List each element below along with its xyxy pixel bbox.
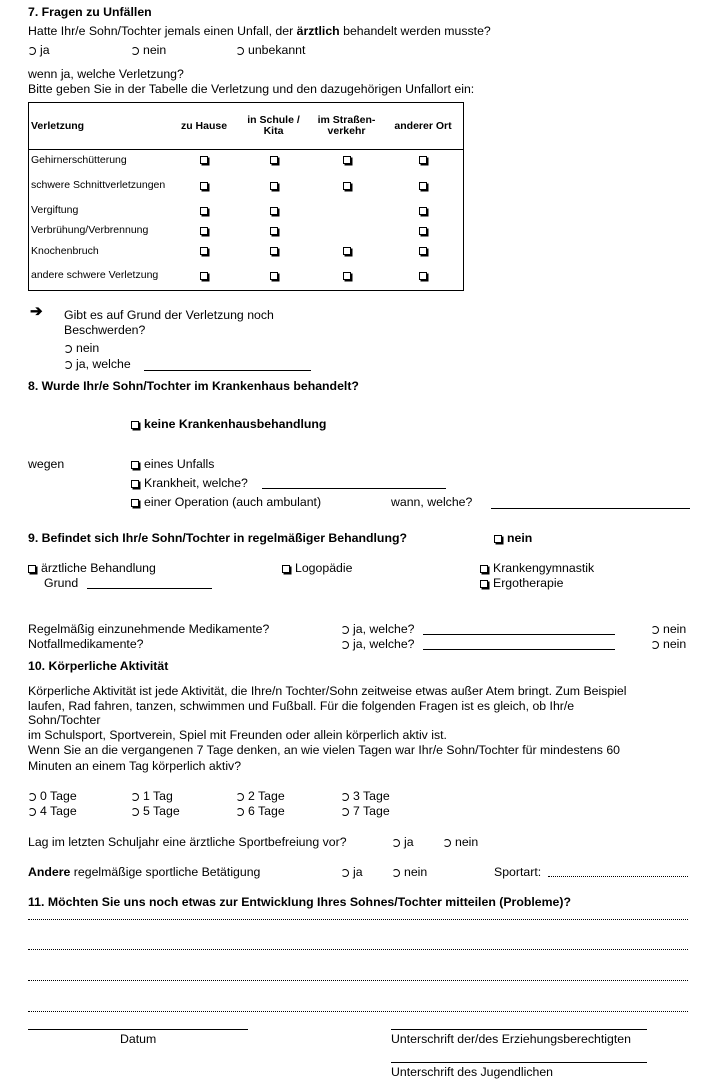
complaints-text-line[interactable] — [144, 370, 311, 371]
medical-treatment-option[interactable] — [28, 561, 156, 575]
accident-unknown-label: unbekannt — [248, 43, 306, 57]
activity-text-line5: Wenn Sie an die vergangenen 7 Tage denken, an wie vielen Tagen war Ihr/e Sohn/Tochter für mindestens 60 — [28, 743, 621, 757]
checkbox-icon[interactable] — [419, 207, 427, 215]
radio-icon[interactable] — [651, 626, 659, 634]
section-7-heading: 7. Fragen zu Unfällen — [28, 5, 152, 19]
because-label: wegen — [28, 457, 65, 471]
activity-text-line2: laufen, Rad fahren, tanzen, schwimmen und Fußball. Für die folgenden Fragen ist es gleich, ob Ihr/e — [28, 699, 575, 713]
accident-reason-option[interactable] — [131, 457, 214, 471]
checkbox-icon[interactable] — [200, 182, 208, 190]
col-street: im Straßen-verkehr — [310, 103, 383, 150]
other-sport-yes-option[interactable] — [341, 865, 363, 879]
speech-therapy-option[interactable] — [282, 561, 352, 575]
complaints-no-label: nein — [76, 341, 100, 355]
radio-icon[interactable] — [651, 641, 659, 649]
comment-line[interactable] — [28, 980, 688, 981]
meds-text-line[interactable] — [423, 634, 615, 635]
radio-icon[interactable] — [64, 345, 72, 353]
sport-type-line[interactable] — [548, 876, 688, 877]
emergency-yes-option[interactable] — [341, 637, 415, 651]
ergotherapy-label: Ergotherapie — [493, 576, 564, 590]
checkbox-icon[interactable] — [270, 247, 278, 255]
other-sport-no-label: nein — [404, 865, 428, 879]
radio-icon[interactable] — [341, 869, 349, 877]
checkbox-icon[interactable] — [343, 247, 351, 255]
section-10-heading: 10. Körperliche Aktivität — [28, 659, 169, 673]
speech-therapy-label: Logopädie — [295, 561, 353, 575]
comment-line[interactable] — [28, 1011, 688, 1012]
other-sport-question — [28, 865, 260, 879]
radio-icon[interactable] — [341, 808, 349, 816]
comment-line[interactable] — [28, 919, 688, 920]
row-label: Verbrühung/Verbrennung — [31, 224, 149, 236]
complaints-no-option[interactable] — [64, 341, 99, 355]
exemption-no-label: nein — [455, 835, 479, 849]
checkbox-icon[interactable] — [419, 227, 427, 235]
col-home: zu Hause — [171, 103, 237, 150]
radio-icon[interactable] — [341, 793, 349, 801]
row-label: andere schwere Verletzung — [31, 269, 159, 282]
meds-no-label: nein — [663, 622, 687, 636]
row-label: schwere Schnittverletzungen — [31, 179, 166, 191]
physiotherapy-option[interactable] — [480, 561, 594, 575]
treatment-no-option[interactable] — [494, 531, 532, 545]
days-option-5[interactable] — [131, 804, 180, 818]
accident-reason-label: eines Unfalls — [144, 457, 215, 471]
days-option-4[interactable] — [28, 804, 77, 818]
table-row — [29, 171, 464, 201]
checkbox-icon[interactable] — [131, 421, 139, 429]
checkbox-icon[interactable] — [270, 227, 278, 235]
days-label: 4 Tage — [40, 804, 77, 818]
exemption-question: Lag im letzten Schuljahr eine ärztliche Sportbefreiung vor? — [28, 835, 347, 849]
radio-icon[interactable] — [131, 808, 139, 816]
checkbox-icon[interactable] — [343, 182, 351, 190]
radio-icon[interactable] — [236, 47, 244, 55]
operation-reason-option[interactable] — [131, 495, 321, 509]
radio-icon[interactable] — [236, 793, 244, 801]
section-9-heading: 9. Befindet sich Ihr/e Sohn/Tochter in regelmäßiger Behandlung? — [28, 531, 407, 545]
col-school: in Schule / Kita — [237, 103, 310, 150]
illness-reason-label: Krankheit, welche? — [144, 476, 248, 490]
radio-icon[interactable] — [131, 47, 139, 55]
checkbox-icon[interactable] — [200, 247, 208, 255]
checkbox-icon[interactable] — [480, 565, 488, 573]
complaints-question-line2: Beschwerden? — [64, 323, 146, 337]
days-label: 2 Tage — [248, 789, 285, 803]
col-other: anderer Ort — [383, 103, 464, 150]
other-sport-yes-label: ja — [353, 865, 363, 879]
checkbox-icon[interactable] — [270, 272, 278, 280]
section-11-heading: 11. Möchten Sie uns noch etwas zur Entwicklung Ihres Sohnes/Tochter mitteilen (Probleme)? — [28, 895, 571, 909]
guardian-signature-line[interactable] — [391, 1029, 647, 1030]
checkbox-icon[interactable] — [200, 207, 208, 215]
days-option-0[interactable] — [28, 789, 77, 803]
meds-no-option[interactable] — [651, 622, 686, 636]
meds-question: Regelmäßig einzunehmende Medikamente? — [28, 622, 270, 636]
exemption-no-option[interactable] — [443, 835, 478, 849]
arrow-icon: ➔ — [30, 303, 43, 320]
comment-line[interactable] — [28, 949, 688, 950]
ergotherapy-option[interactable] — [480, 576, 563, 590]
radio-icon[interactable] — [392, 839, 400, 847]
sport-type-label: Sportart: — [494, 865, 542, 879]
accident-question — [28, 24, 491, 38]
emergency-meds-question: Notfallmedikamente? — [28, 637, 144, 651]
radio-icon[interactable] — [392, 869, 400, 877]
accident-yes-label: ja — [40, 43, 50, 57]
days-label: 0 Tage — [40, 789, 77, 803]
injury-table — [28, 102, 464, 291]
guardian-signature-label: Unterschrift der/des Erziehungsberechtigten — [391, 1032, 631, 1046]
checkbox-icon[interactable] — [343, 156, 351, 164]
complaints-yes-label: ja, welche — [76, 357, 131, 371]
checkbox-icon[interactable] — [419, 247, 427, 255]
emergency-text-line[interactable] — [423, 649, 615, 650]
meds-yes-option[interactable] — [341, 622, 415, 636]
checkbox-icon[interactable] — [131, 499, 139, 507]
row-label: Vergiftung — [31, 204, 79, 216]
youth-signature-label: Unterschrift des Jugendlichen — [391, 1065, 553, 1079]
table-row — [29, 262, 464, 291]
checkbox-icon[interactable] — [270, 156, 278, 164]
accident-question-pre: Hatte Ihr/e Sohn/Tochter jemals einen Unfall, der — [28, 24, 297, 38]
when-which-label: wann, welche? — [391, 495, 473, 509]
accident-unknown-option[interactable] — [236, 43, 305, 57]
activity-text-line3: Sohn/Tochter — [28, 713, 101, 727]
checkbox-icon[interactable] — [343, 272, 351, 280]
radio-icon[interactable] — [341, 626, 349, 634]
checkbox-icon[interactable] — [28, 565, 36, 573]
checkbox-icon[interactable] — [419, 182, 427, 190]
table-row — [29, 150, 464, 171]
checkbox-icon[interactable] — [200, 272, 208, 280]
days-label: 1 Tag — [143, 789, 173, 803]
accident-yes-option[interactable] — [28, 43, 50, 57]
checkbox-icon[interactable] — [282, 565, 290, 573]
illness-text-line[interactable] — [262, 488, 446, 489]
radio-icon[interactable] — [64, 361, 72, 369]
operation-reason-label: einer Operation (auch ambulant) — [144, 495, 322, 509]
exemption-yes-option[interactable] — [392, 835, 414, 849]
other-sport-bold: Andere — [28, 865, 71, 879]
complaints-yes-option[interactable] — [64, 357, 131, 371]
radio-icon[interactable] — [28, 793, 36, 801]
days-option-1[interactable] — [131, 789, 173, 803]
reason-text-line[interactable] — [87, 588, 212, 589]
radio-icon[interactable] — [236, 808, 244, 816]
radio-icon[interactable] — [341, 641, 349, 649]
emergency-no-label: nein — [663, 637, 687, 651]
checkbox-icon[interactable] — [200, 227, 208, 235]
days-option-6[interactable] — [236, 804, 285, 818]
activity-text-line6: Minuten an einem Tag körperlich aktiv? — [28, 759, 242, 773]
emergency-yes-label: ja, welche? — [353, 637, 415, 651]
physiotherapy-label: Krankengymnastik — [493, 561, 595, 575]
meds-yes-label: ja, welche? — [353, 622, 415, 636]
activity-text-line4: im Schulsport, Sportverein, Spiel mit Freunden oder allein körperlich aktiv ist. — [28, 728, 447, 742]
days-option-3[interactable] — [341, 789, 390, 803]
checkbox-icon[interactable] — [480, 580, 488, 588]
accident-question-bold: ärztlich — [296, 24, 340, 38]
table-row — [29, 201, 464, 221]
radio-icon[interactable] — [28, 808, 36, 816]
col-injury: Verletzung — [29, 103, 172, 150]
radio-icon[interactable] — [131, 793, 139, 801]
checkbox-icon[interactable] — [494, 535, 502, 543]
days-option-2[interactable] — [236, 789, 285, 803]
checkbox-icon[interactable] — [419, 156, 427, 164]
reason-label: Grund — [44, 576, 79, 590]
no-hospital-option[interactable] — [131, 417, 326, 431]
injury-table-instruction: Bitte geben Sie in der Tabelle die Verletzung und den dazugehörigen Unfallort ein: — [28, 82, 475, 96]
days-label: 5 Tage — [143, 804, 180, 818]
checkbox-icon[interactable] — [419, 272, 427, 280]
checkbox-icon[interactable] — [131, 461, 139, 469]
exemption-yes-label: ja — [404, 835, 414, 849]
illness-reason-option[interactable] — [131, 476, 248, 490]
section-8-heading: 8. Wurde Ihr/e Sohn/Tochter im Krankenhaus behandelt? — [28, 379, 359, 393]
youth-signature-line[interactable] — [391, 1062, 647, 1063]
accident-no-option[interactable] — [131, 43, 166, 57]
checkbox-icon[interactable] — [270, 182, 278, 190]
complaints-question-line1: Gibt es auf Grund der Verletzung noch — [64, 308, 274, 322]
checkbox-icon[interactable] — [131, 480, 139, 488]
days-label: 6 Tage — [248, 804, 285, 818]
checkbox-icon[interactable] — [200, 156, 208, 164]
radio-icon[interactable] — [28, 47, 36, 55]
row-label: Gehirnerschütterung — [31, 153, 127, 166]
row-label: Knochenbruch — [31, 244, 99, 257]
days-label: 7 Tage — [353, 804, 390, 818]
days-option-7[interactable] — [341, 804, 390, 818]
no-hospital-label: keine Krankenhausbehandlung — [144, 417, 327, 431]
table-row — [29, 221, 464, 241]
other-sport-no-option[interactable] — [392, 865, 427, 879]
other-sport-rest: regelmäßige sportliche Betätigung — [70, 865, 261, 879]
date-line[interactable] — [28, 1029, 248, 1030]
accident-no-label: nein — [143, 43, 167, 57]
radio-icon[interactable] — [443, 839, 451, 847]
activity-text-line1: Körperliche Aktivität ist jede Aktivität, die Ihre/n Tochter/Sohn zeitweise etwas außer Atem bringt. Zum Beispiel — [28, 684, 627, 698]
treatment-no-label: nein — [507, 531, 533, 545]
days-label: 3 Tage — [353, 789, 390, 803]
operation-text-line[interactable] — [491, 508, 690, 509]
injury-followup-question: wenn ja, welche Verletzung? — [28, 67, 184, 81]
accident-question-post: behandelt werden musste? — [339, 24, 491, 38]
medical-treatment-label: ärztliche Behandlung — [41, 561, 156, 575]
emergency-no-option[interactable] — [651, 637, 686, 651]
table-row — [29, 241, 464, 262]
date-label: Datum — [120, 1032, 157, 1046]
checkbox-icon[interactable] — [270, 207, 278, 215]
injury-table-header — [29, 103, 464, 150]
